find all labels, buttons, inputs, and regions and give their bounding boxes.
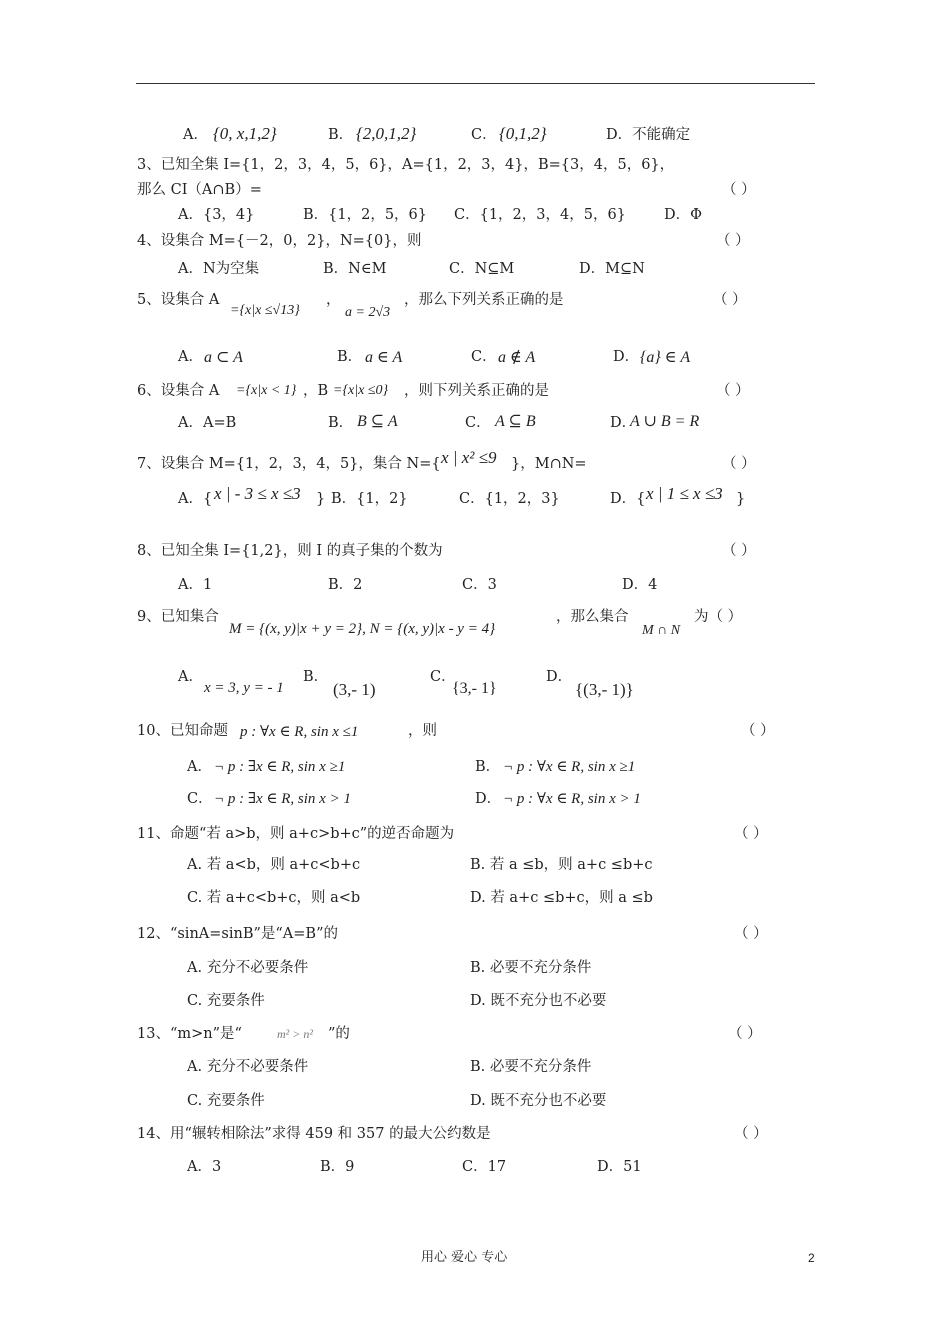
q6-stem-start: 6、设集合 A	[137, 383, 220, 399]
q5-comma: ，	[326, 292, 341, 308]
q5-option-b-math: a ∈ A	[365, 349, 403, 366]
q6-option-d-math: A ∪ B = R	[630, 413, 700, 430]
q5-stem-end: ，那么下列关系正确的是	[404, 292, 564, 308]
q7-option-a-math: x | - 3 ≤ x ≤3	[214, 484, 301, 503]
q2-option-d: D．不能确定	[606, 127, 691, 143]
q5-option-d-math: {a} ∈ A	[640, 349, 691, 366]
q5-stem-start: 5、设集合 A	[137, 292, 220, 308]
q6-option-d-label: D．	[610, 415, 637, 431]
q2-option-b-math: {2,0,1,2}	[356, 124, 417, 143]
q2-option-a-math: {0, x,1,2}	[213, 124, 277, 143]
q3-option-a: A．{3，4}	[178, 207, 255, 223]
q10-option-d-math: ¬ p : ∀x ∈ R, sin x > 1	[503, 791, 641, 807]
q8-option-c: C．3	[462, 577, 497, 593]
q5-option-a-label: A．	[178, 349, 203, 365]
q8-option-b: B．2	[328, 577, 363, 593]
q9-option-c-label: C．	[430, 669, 456, 685]
q13-option-b: B. 必要不充分条件	[470, 1059, 592, 1075]
q14-option-b: B．9	[320, 1159, 355, 1175]
q9-intersection-math: M ∩ N	[642, 623, 681, 638]
q10-option-c-label: C．	[187, 791, 213, 807]
q9-option-d-label: D．	[546, 669, 573, 685]
q6-option-a: A．A=B	[178, 415, 237, 431]
q2-option-c-label: C．	[471, 127, 497, 143]
q11-option-d: D. 若 a+c ≤b+c，则 a ≤b	[470, 890, 653, 906]
q7-stem-start: 7、设集合 M={1，2，3，4，5}，集合 N={	[137, 456, 441, 472]
q7-option-d-close: }	[736, 491, 746, 507]
q13-option-d: D. 既不充分也不必要	[470, 1093, 607, 1109]
q12-option-a: A. 充分不必要条件	[187, 960, 309, 976]
q7-option-b: B．{1，2}	[331, 491, 408, 507]
q5-option-c-math: a ∉ A	[498, 349, 536, 366]
q10-option-d-label: D．	[475, 791, 502, 807]
q9-stem-start: 9、已知集合	[137, 609, 219, 625]
q11-option-c: C. 若 a+c<b+c，则 a<b	[187, 890, 361, 906]
q10-option-a-math: ¬ p : ∃x ∈ R, sin x ≥1	[214, 759, 346, 775]
q10-option-b-math: ¬ p : ∀x ∈ R, sin x ≥1	[503, 759, 636, 775]
q12-option-d: D. 既不充分也不必要	[470, 993, 607, 1009]
q12-option-c: C. 充要条件	[187, 993, 265, 1009]
q9-option-d-math: {(3,- 1)}	[575, 680, 634, 699]
q10-stem-start: 10、已知命题	[137, 723, 228, 739]
q9-sets-math: M = {(x, y)|x + y = 2}, N = {(x, y)|x - y = 4}	[229, 621, 496, 637]
q5-answer-bracket: （ ）	[713, 292, 747, 308]
q6-option-c-label: C．	[465, 415, 491, 431]
q8-option-d: D．4	[622, 577, 658, 593]
q4-option-d: D．M⊆N	[579, 261, 645, 277]
q4-answer-bracket: （ ）	[716, 233, 750, 249]
q9-option-c-math: {3,- 1}	[452, 680, 497, 697]
q11-stem: 11、命题“若 a>b，则 a+c>b+c”的逆否命题为	[137, 826, 455, 842]
q5-option-a-math: a ⊂ A	[204, 349, 243, 366]
q9-stem-mid: ，那么集合	[556, 609, 629, 625]
q11-option-b: B. 若 a ≤b，则 a+c ≤b+c	[470, 857, 653, 873]
q7-option-d-math: x | 1 ≤ x ≤3	[646, 484, 723, 503]
q4-option-c: C．N⊆M	[449, 261, 515, 277]
q3-stem-line1: 3、已知全集 I={1，2，3，4，5，6}，A={1，2，3，4}，B={3，4，5，6}，	[137, 157, 675, 173]
q14-answer-bracket: （ ）	[734, 1126, 768, 1142]
q8-option-a: A．1	[178, 577, 213, 593]
q9-option-a-label: A．	[178, 669, 203, 685]
q7-answer-bracket: （ ）	[722, 456, 756, 472]
q10-option-a-label: A．	[187, 759, 212, 775]
q4-option-b: B．N∈M	[323, 261, 387, 277]
q14-option-d: D．51	[597, 1159, 642, 1175]
header-rule	[136, 83, 815, 84]
q12-option-b: B. 必要不充分条件	[470, 960, 592, 976]
q9-stem-end: 为（ ）	[694, 609, 743, 625]
q12-stem: 12、“sinA=sinB”是“A=B”的	[137, 926, 338, 942]
q4-option-a: A．N为空集	[178, 261, 260, 277]
q8-stem: 8、已知全集 I={1,2}，则 I 的真子集的个数为	[137, 543, 443, 559]
q14-option-c: C．17	[462, 1159, 507, 1175]
q3-answer-bracket: （ ）	[722, 182, 756, 198]
q6-set-b-math: ={x|x ≤0}	[333, 383, 389, 398]
q3-option-d: D．Φ	[664, 207, 703, 223]
q9-option-a-math: x = 3, y = - 1	[204, 680, 284, 696]
q13-answer-bracket: （ ）	[728, 1026, 762, 1042]
q7-option-d-open: D．{	[610, 491, 646, 507]
q5-set-math: ={x|x ≤√13}	[230, 303, 300, 318]
q14-option-a: A．3	[187, 1159, 222, 1175]
page-number: 2	[808, 1251, 815, 1265]
q10-proposition-math: p : ∀x ∈ R, sin x ≤1	[240, 724, 359, 740]
q13-stem-math: m² > n²	[277, 1027, 313, 1041]
q13-option-c: C. 充要条件	[187, 1093, 265, 1109]
q6-stem-end: ，则下列关系正确的是	[404, 383, 549, 399]
q7-set-n-math: x | x² ≤9	[441, 448, 497, 467]
q9-option-b-math: (3,- 1)	[333, 680, 376, 699]
q6-set-a-math: ={x|x < 1}	[236, 383, 297, 398]
q9-option-b-label: B．	[303, 669, 329, 685]
q3-option-b: B．{1，2，5，6}	[303, 207, 428, 223]
footer-motto: 用心 爱心 专心	[421, 1250, 508, 1265]
q14-stem: 14、用“辗转相除法”求得 459 和 357 的最大公约数是	[137, 1126, 491, 1142]
q7-option-a-close: }	[316, 491, 326, 507]
q8-answer-bracket: （ ）	[722, 543, 756, 559]
q13-option-a: A. 充分不必要条件	[187, 1059, 309, 1075]
q2-option-b-label: B．	[328, 127, 354, 143]
q10-option-b-label: B．	[475, 759, 501, 775]
q2-option-a-label: A．	[183, 127, 208, 143]
q3-option-c: C．{1，2，3，4，5，6}	[454, 207, 626, 223]
q5-option-b-label: B．	[337, 349, 363, 365]
q6-option-b-label: B．	[328, 415, 354, 431]
q2-option-c-math: {0,1,2}	[499, 124, 547, 143]
q11-option-a: A. 若 a<b，则 a+c<b+c	[187, 857, 361, 873]
q5-option-c-label: C．	[471, 349, 497, 365]
q12-answer-bracket: （ ）	[734, 926, 768, 942]
q10-answer-bracket: （ ）	[741, 723, 775, 739]
q6-answer-bracket: （ ）	[716, 383, 750, 399]
q5-a-definition: a = 2√3	[345, 305, 391, 320]
q10-stem-end: ，则	[408, 723, 437, 739]
q6-stem-mid: ，B	[303, 383, 329, 399]
q4-stem: 4、设集合 M={－2，0，2}，N={0}，则	[137, 233, 422, 249]
q10-option-c-math: ¬ p : ∃x ∈ R, sin x > 1	[214, 791, 351, 807]
q7-option-c: C．{1，2，3}	[459, 491, 560, 507]
q3-stem-line2: 那么 CI（A∩B）=	[137, 182, 262, 198]
q13-stem-start: 13、“m>n”是“	[137, 1026, 242, 1042]
q7-stem-end: }，M∩N=	[511, 456, 587, 472]
q6-option-c-math: A ⊆ B	[495, 413, 536, 430]
q7-option-a-open: A．{	[178, 491, 213, 507]
q6-option-b-math: B ⊆ A	[357, 413, 398, 430]
q13-stem-end: ”的	[328, 1026, 350, 1042]
q5-option-d-label: D．	[613, 349, 640, 365]
q11-answer-bracket: （ ）	[734, 826, 768, 842]
